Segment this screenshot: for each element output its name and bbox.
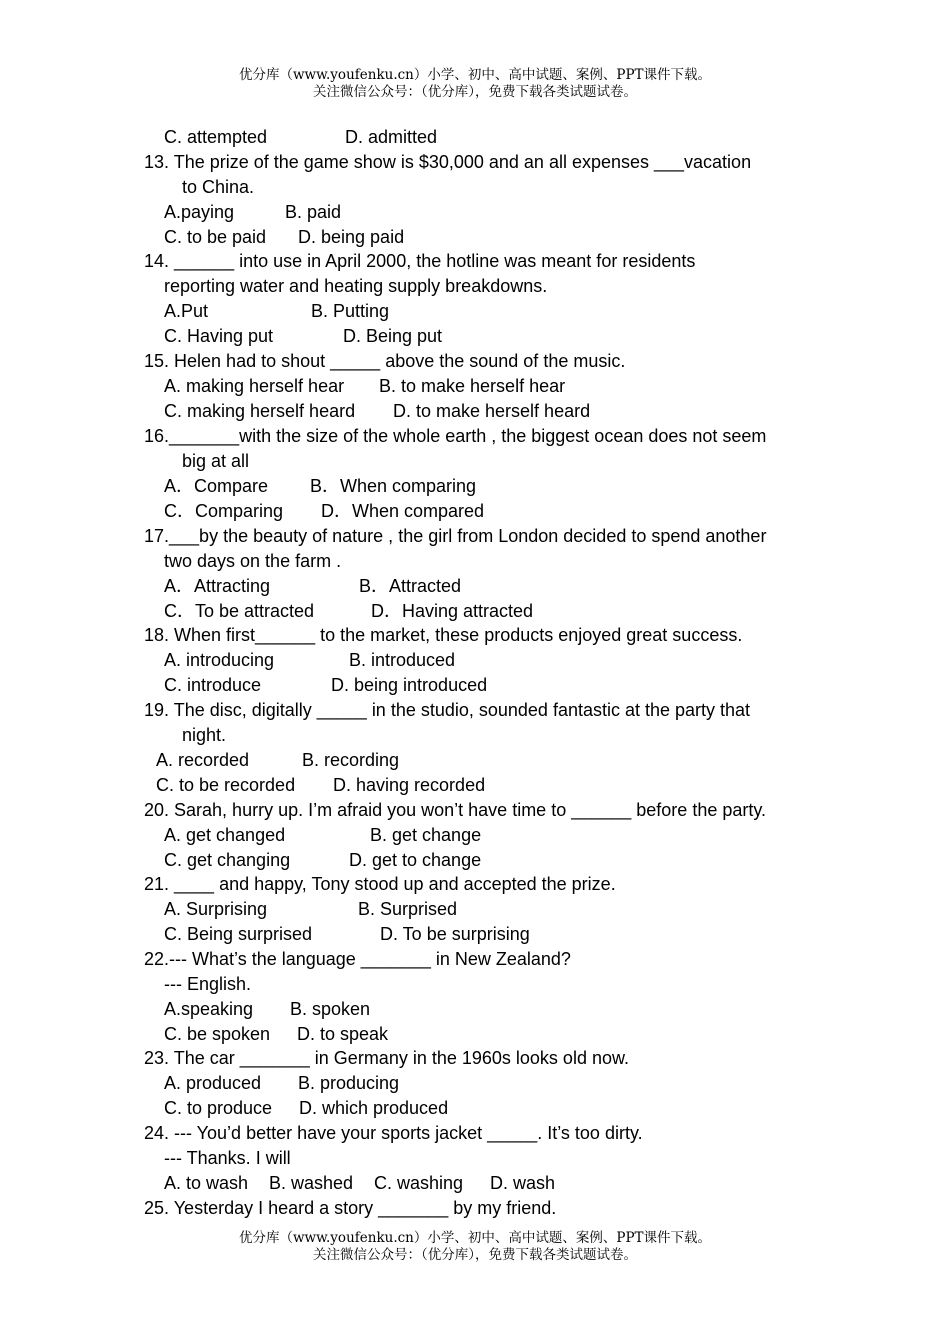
q15-stem: 15. Helen had to shout _____ above the sound of the music. <box>144 351 626 371</box>
q13-option-a: A.paying <box>164 202 235 222</box>
q13-options-row-2 <box>164 225 404 250</box>
q13-option-d: D. being paid <box>298 227 405 247</box>
q17-option-a: A．Attracting <box>164 576 271 596</box>
footer-line-2: 关注微信公众号：（优分库），免费下载各类试题试卷。 <box>313 1247 637 1263</box>
q16-option-c: C．Comparing <box>164 501 284 521</box>
q20-options-row-1 <box>164 823 481 848</box>
q24-option-a: A. to wash <box>164 1173 249 1193</box>
q19-option-c: C. to be recorded <box>156 775 296 795</box>
q22-answer-line: --- English. <box>164 974 252 994</box>
q19-stem-cont: night. <box>182 725 227 745</box>
q16-options-row-1 <box>164 474 476 499</box>
q22-options-row-2 <box>164 1022 388 1047</box>
q14-option-d: D. Being put <box>343 326 443 346</box>
q19-option-a: A. recorded <box>156 750 250 770</box>
q18-option-b: B. introduced <box>349 650 456 670</box>
q18-option-a: A. introducing <box>164 650 275 670</box>
q20-options-row-2 <box>164 848 481 873</box>
q19-option-d: D. having recorded <box>333 775 486 795</box>
q22-option-b: B. spoken <box>290 999 371 1019</box>
q24-option-c: C. washing <box>374 1173 464 1193</box>
q22-option-d: D. to speak <box>297 1024 389 1044</box>
q13-options-row-1 <box>164 200 341 225</box>
q14-option-b: B. Putting <box>311 301 390 321</box>
q18-stem: 18. When first______ to the market, these products enjoyed great success. <box>144 625 743 645</box>
q17-options-row-2 <box>164 599 533 624</box>
q19-options-row-1 <box>156 748 399 773</box>
q21-options-row-2 <box>164 922 530 947</box>
q13-option-c: C. to be paid <box>164 227 267 247</box>
q16-options-row-2 <box>164 499 484 524</box>
header-line-2: 关注微信公众号：（优分库），免费下载各类试题试卷。 <box>313 84 637 100</box>
q20-option-b: B. get change <box>370 825 482 845</box>
q20-option-a: A. get changed <box>164 825 286 845</box>
q24-options-row <box>164 1171 555 1196</box>
q16-option-b: B．When comparing <box>310 476 477 496</box>
q18-options-row-2 <box>164 673 487 698</box>
q15-options-row-1 <box>164 374 565 399</box>
q17-options-row-1 <box>164 574 461 599</box>
header-line-1: 优分库（www.youfenku.cn）小学、初中、高中试题、案例、PPT课件下载。 <box>238 67 712 83</box>
q14-stem: 14. ______ into use in April 2000, the hotline was meant for residents <box>144 251 696 271</box>
q20-option-d: D. get to change <box>349 850 482 870</box>
q17-option-d: D．Having attracted <box>371 601 534 621</box>
q15-option-c: C. making herself heard <box>164 401 356 421</box>
q12-option-d: D. admitted <box>345 127 438 147</box>
q15-option-b: B. to make herself hear <box>379 376 566 396</box>
q19-options-row-2 <box>156 773 485 798</box>
q13-stem: 13. The prize of the game show is $30,000 and an all expenses ___vacation <box>144 152 752 172</box>
q14-options-row-1 <box>164 299 389 324</box>
q24-answer-line: --- Thanks. I will <box>164 1148 291 1168</box>
q21-options-row-1 <box>164 897 457 922</box>
q23-stem: 23. The car _______ in Germany in the 1960s looks old now. <box>144 1048 629 1068</box>
q14-option-c: C. Having put <box>164 326 274 346</box>
q22-stem: 22.--- What’s the language _______ in New Zealand? <box>144 949 571 969</box>
q19-option-b: B. recording <box>302 750 400 770</box>
q23-option-d: D. which produced <box>299 1098 449 1118</box>
q15-option-a: A. making herself hear <box>164 376 345 396</box>
q16-stem: 16._______with the size of the whole earth , the biggest ocean does not seem <box>144 426 767 446</box>
q22-options-row-1 <box>164 997 370 1022</box>
q16-stem-cont: big at all <box>182 451 250 471</box>
q21-option-d: D. To be surprising <box>380 924 530 944</box>
q18-options-row-1 <box>164 648 455 673</box>
q23-option-a: A. produced <box>164 1073 262 1093</box>
q17-stem: 17.___by the beauty of nature , the girl from London decided to spend another <box>144 526 767 546</box>
q21-option-b: B. Surprised <box>358 899 458 919</box>
q16-option-a: A．Compare <box>164 476 269 496</box>
q23-option-b: B. producing <box>298 1073 400 1093</box>
q12-option-c: C. attempted <box>164 127 268 147</box>
q24-stem: 24. --- You’d better have your sports jacket _____. It’s too dirty. <box>144 1123 643 1143</box>
footer-line-1: 优分库（www.youfenku.cn）小学、初中、高中试题、案例、PPT课件下载。 <box>238 1230 712 1246</box>
page-header <box>0 67 950 101</box>
q17-stem-cont: two days on the farm . <box>164 551 342 571</box>
q14-options-row-2 <box>164 324 442 349</box>
q23-option-c: C. to produce <box>164 1098 273 1118</box>
q16-option-d: D．When compared <box>321 501 485 521</box>
q23-options-row-1 <box>164 1071 399 1096</box>
q20-option-c: C. get changing <box>164 850 291 870</box>
q24-option-b: B. washed <box>269 1173 354 1193</box>
q21-stem: 21. ____ and happy, Tony stood up and accepted the prize. <box>144 874 616 894</box>
q21-option-c: C. Being surprised <box>164 924 313 944</box>
q22-option-c: C. be spoken <box>164 1024 271 1044</box>
q24-option-d: D. wash <box>490 1173 556 1193</box>
q25-stem: 25. Yesterday I heard a story _______ by my friend. <box>144 1198 557 1218</box>
q17-option-b: B．Attracted <box>359 576 462 596</box>
q22-option-a: A.speaking <box>164 999 254 1019</box>
q23-options-row-2 <box>164 1096 448 1121</box>
q13-option-b: B. paid <box>285 202 342 222</box>
q19-stem: 19. The disc, digitally _____ in the studio, sounded fantastic at the party that <box>144 700 751 720</box>
page-footer <box>0 1230 950 1264</box>
q14-option-a: A.Put <box>164 301 209 321</box>
q17-option-c: C．To be attracted <box>164 601 315 621</box>
q18-option-c: C. introduce <box>164 675 262 695</box>
q13-stem-cont: to China. <box>182 177 255 197</box>
q15-option-d: D. to make herself heard <box>393 401 591 421</box>
q12-options-row-2 <box>164 125 437 150</box>
q14-stem-cont: reporting water and heating supply breakdowns. <box>164 276 548 296</box>
q21-option-a: A. Surprising <box>164 899 268 919</box>
q15-options-row-2 <box>164 399 590 424</box>
q18-option-d: D. being introduced <box>331 675 488 695</box>
q20-stem: 20. Sarah, hurry up. I’m afraid you won’t have time to ______ before the party. <box>144 800 767 820</box>
